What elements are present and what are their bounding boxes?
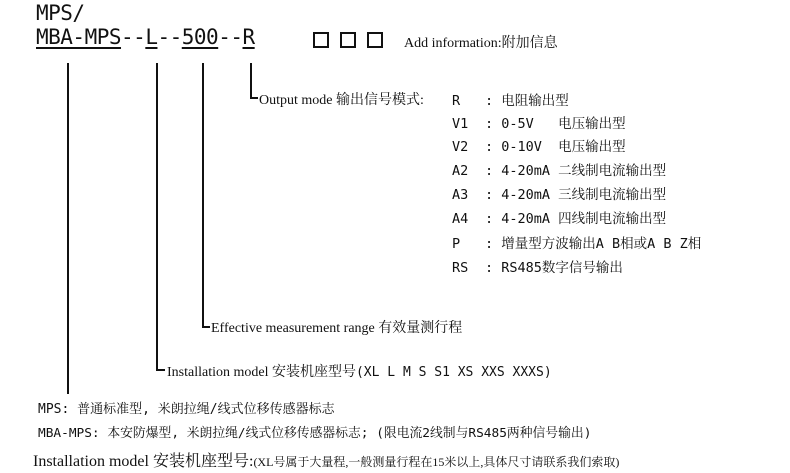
code-mba-mps: MBA-MPS: [36, 25, 122, 49]
code-output: R: [242, 25, 255, 49]
code-range: 500: [181, 25, 219, 49]
note-mps: MPS: 普通标准型, 米朗拉绳/线式位移传感器标志: [38, 402, 335, 417]
output-mode-label: Output mode 输出信号模式:: [259, 93, 424, 108]
output-option: A4 : 4-20mA 四线制电流输出型: [452, 211, 667, 227]
output-option: V2 : 0-10V 电压输出型: [452, 139, 626, 155]
output-option: RS : RS485数字信号输出: [452, 260, 623, 276]
output-option: A3 : 4-20mA 三线制电流输出型: [452, 187, 667, 203]
range-label: Effective measurement range 有效量测行程: [211, 321, 463, 336]
output-option: A2 : 4-20mA 二线制电流输出型: [452, 163, 667, 179]
info-box-2: [340, 32, 356, 48]
leader-installation-horizontal: [156, 369, 165, 371]
leader-mps-vertical: [67, 63, 69, 394]
info-box-3: [367, 32, 383, 48]
leader-range-vertical: [202, 63, 204, 327]
output-option: P : 增量型方波输出A B相或A B Z相: [452, 236, 702, 252]
note-mba-mps: MBA-MPS: 本安防爆型, 米朗拉绳/线式位移传感器标志; (限电流2线制与RS485两种信号输出): [38, 426, 592, 441]
series-label: MPS/: [36, 1, 85, 25]
leader-installation-vertical: [156, 63, 158, 370]
output-option: R : 电阻输出型: [452, 93, 569, 109]
code-installation: L: [145, 25, 158, 49]
add-info-label: Add information:附加信息: [404, 36, 558, 51]
installation-label: Installation model 安装机座型号(XL L M S S1 XS XXS XXXS): [167, 365, 552, 380]
code-separator: --: [218, 25, 243, 49]
leader-output-horizontal: [250, 97, 258, 99]
bottom-installation-note: Installation model 安装机座型号:(XL号属于大量程,一般测量行程在15米以上,具体尺寸请联系我们索取): [33, 453, 620, 470]
leader-range-horizontal: [202, 326, 210, 328]
code-separator: --: [121, 25, 146, 49]
code-separator: --: [157, 25, 182, 49]
output-option: V1 : 0-5V 电压输出型: [452, 116, 626, 132]
info-box-1: [313, 32, 329, 48]
model-code: [36, 25, 255, 49]
leader-output-vertical: [250, 63, 252, 98]
